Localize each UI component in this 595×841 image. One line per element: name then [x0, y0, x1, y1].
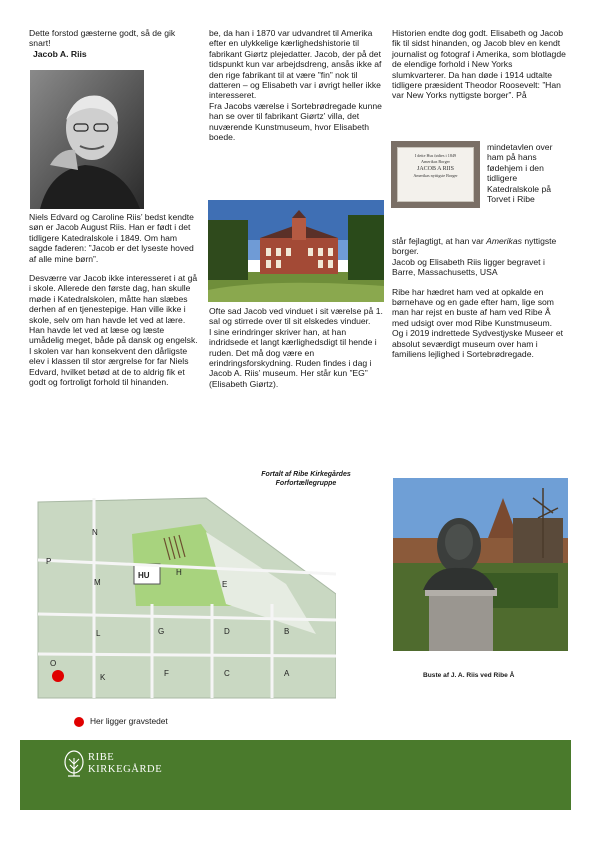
text-paragraph: Jacob og Elisabeth Riis ligger begravet i Barre, Massachusetts, USA — [392, 256, 545, 278]
text-paragraph: be, da han i 1870 var udvandret til Amerika efter en ulykkelige kærlighedshistorie til fabrikant Giørtz plejedatter. Jacob, der på det tidspunkt kun var arbejdsdreng, ansås ikke af den rige fabrikant til at være ”fin” nok til datteren – og Elisabeth var i øvrigt heller ikke interesseret. — [209, 28, 382, 101]
intro-text: Dette forstod gæsterne godt, så de gik snart! — [29, 28, 176, 49]
plaque-line: Amerikas nyttigste Borger — [413, 173, 458, 178]
map-label: O — [50, 659, 57, 668]
map-label: HU — [138, 571, 150, 580]
brand-line: KIRKEGÅRDE — [88, 764, 163, 775]
text-paragraph: I sine erindringer skriver han, at han indridsede et langt kærlighedsdigt til hende i ruden. Det må dog være en erindringsforskydning. Ruden findes i dag i Jacob A. Riis’ museum. Her står kun ”EG” (Elisabeth Giørtz). — [209, 326, 377, 389]
map-label: C — [224, 669, 230, 678]
column-3-body — [392, 236, 568, 359]
text-paragraph: står fejlagtigt, at han var Amerikas nyttigste borger. — [392, 236, 557, 257]
map-label: P — [46, 557, 52, 566]
text-paragraph: mindetavlen over ham på hans fødehjem i den tidligere Katedralskole på Torvet i Ribe — [487, 142, 553, 205]
text-paragraph: Og i 2019 indrettede Sydvestjyske Museer et absolut seværdigt museum over ham i familiens lejlighed i Sortebrødregade. — [392, 328, 564, 360]
museum-photo — [208, 200, 384, 302]
text-paragraph: Ribe har hædret ham ved at opkalde en børnehave og en gade efter ham, lige som man har rejst en buste af ham ved Ribe Å med udsigt over mod Ribe Kunstmuseum. — [392, 286, 554, 328]
column-3 — [392, 28, 568, 101]
map-label: B — [284, 627, 290, 636]
column-1-body — [29, 212, 199, 388]
map-label: L — [96, 629, 101, 638]
text-paragraph: Desværre var Jacob ikke interesseret i at gå i skole. Allerede den første dag, han skulle møde i Katedralskolen, måtte han slæbes derhen af en tjenestepige. Han ville ikke i skole, selv om han havde let ved at lære. Han havde let ved at læse og læste umådelig meget, både på dansk og engelsk. — [29, 273, 198, 346]
column-1 — [29, 28, 199, 59]
plaque-line: Amerikas Borger — [421, 159, 450, 164]
map-label: D — [224, 627, 230, 636]
text-paragraph: Ofte sad Jacob ved vinduet i sit værelse på 1. sal og stirrede over til sit elskedes vinduer. — [209, 306, 383, 327]
text-paragraph: Fra Jacobs værelse i Sortebrødregade kunne han se over til fabrikant Giørtz’ villa, det nuværende Kunstmuseum, hvor Elisabeth boede. — [209, 100, 382, 143]
map-label: E — [222, 580, 228, 589]
legend-marker-icon — [74, 717, 84, 727]
brand-line: RIBE — [88, 752, 115, 763]
legend-text: Her ligger gravstedet — [90, 716, 168, 726]
bust-photo — [393, 478, 568, 651]
map-label: A — [284, 669, 290, 678]
bust-caption: Buste af J. A. Riis ved Ribe Å — [423, 672, 515, 679]
map-label: F — [164, 669, 169, 678]
brand-name — [88, 752, 162, 776]
column-3-wrap — [487, 142, 569, 204]
map-label: G — [158, 627, 165, 636]
plaque-name: JACOB A RIIS — [416, 166, 454, 172]
memorial-plaque — [391, 141, 480, 208]
map-label: M — [94, 578, 101, 587]
text-paragraph: I skolen var han konsekvent den dårligste elev i klassen til stor ærgrelse for far Niels Edvard, hvilket betød at de to aldrig fik et godt og fortroligt forhold til hinanden. — [29, 345, 189, 388]
column-2 — [209, 28, 385, 142]
cemetery-map — [36, 494, 336, 704]
credit-caption: Fortalt af Ribe Kirkegårdes Forfortællegruppe — [261, 471, 351, 487]
text-paragraph: Niels Edvard og Caroline Riis’ bedst kendte søn er Jacob August Riis. Han er født i det tidligere Katedralskole i 1849. Om ham sagde faderen: ”Jacob er det lyseste hoved af alle mine børn”. — [29, 212, 194, 264]
portrait-title: Jacob A. Riis — [33, 48, 87, 59]
text-paragraph: Historien endte dog godt. Elisabeth og Jacob fik til sidst hinanden, og Jacob blev en kendt journalist og fotograf i Amerika, som blotlagde de elendige forhold i New Yorks slumkvarterer. Da han døde i 1914 udtalte tidligere præsident Theodor Roosevelt: ”Han var New Yorks nyttigste borger”. På — [392, 28, 566, 101]
column-2-body — [209, 306, 385, 389]
map-legend — [88, 716, 168, 727]
map-label: H — [176, 568, 182, 577]
grave-marker — [52, 670, 64, 682]
map-label: K — [100, 673, 106, 682]
map-label: N — [92, 528, 98, 537]
plaque-line: I dette Hus fødtes i 1849 — [414, 153, 457, 158]
tree-logo-icon — [64, 750, 84, 778]
portrait-photo — [30, 70, 144, 209]
